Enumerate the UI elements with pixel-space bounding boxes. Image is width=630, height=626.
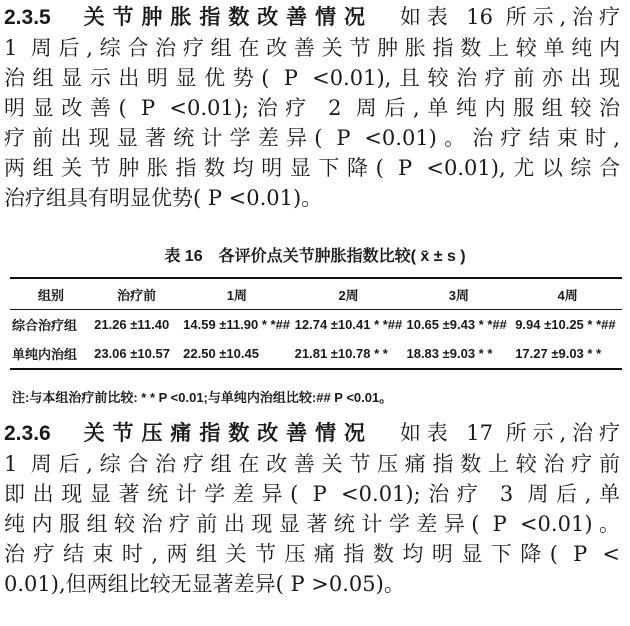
paragraph-line: 1 周后,综合治疗组在改善关节压痛指数上较治疗前 — [4, 452, 620, 476]
section-2-3-6 — [4, 418, 620, 599]
paragraph-line: 治组显示出明显优势( P <0.01),且较治疗前亦出现 — [4, 66, 620, 90]
paragraph-line: 0.01),但两组比较无显著差异( P >0.05)。 — [4, 572, 405, 596]
section-title: 关节压痛指数改善情况 — [83, 420, 373, 445]
table-cell: 综合治疗组 — [12, 318, 78, 333]
table-cell: 23.06 ±10.57 — [94, 346, 170, 361]
column-header: 治疗前 — [117, 287, 157, 303]
paragraph-line: 1 周后,综合治疗组在改善关节肿胀指数上较单纯内 — [4, 36, 620, 60]
table-caption: 表 16 各评价点关节肿胀指数比较( x̄ ± s ) — [164, 248, 466, 265]
column-header: 4周 — [557, 287, 578, 303]
section-number: 2.3.6 — [4, 422, 51, 445]
table-cell: 21.26 ±11.40 — [94, 317, 170, 332]
table-cell: 12.74 ±10.41 * *## — [294, 317, 403, 332]
paragraph-line: 治疗结束时,两组关节压痛指数均明显下降( P < — [4, 542, 620, 566]
column-header: 组别 — [38, 287, 65, 303]
table-header-row — [10, 278, 622, 310]
section-heading-line — [4, 2, 620, 33]
column-header: 3周 — [448, 287, 469, 303]
paragraph-text: 如表 16 所示,治疗 — [399, 5, 621, 29]
table-cell: 22.50 ±10.45 — [183, 346, 259, 361]
table-cell: 21.81 ±10.78 * * — [294, 346, 388, 361]
data-table — [10, 277, 622, 370]
column-header: 1周 — [226, 287, 248, 303]
table-cell: 单纯内治组 — [12, 347, 78, 362]
paragraph-line: 即出现显著统计学差异( P <0.01);治疗 3 周后,单 — [4, 482, 620, 506]
paragraph-line: 治疗组具有明显优势( P <0.01)。 — [4, 186, 323, 210]
paragraph-text: 如表 17 所示,治疗 — [399, 421, 621, 445]
table-cell: 17.27 ±9.03 * * — [515, 346, 602, 361]
table-row — [10, 339, 622, 369]
table-cell: 18.83 ±9.03 * * — [406, 346, 493, 361]
paragraph-line: 疗前出现显著统计学差异( P <0.01)。治疗结束时, — [4, 126, 620, 150]
table-note: 注:与本组治疗前比较: * * P <0.01;与单纯内治组比较:## P <0.01。 — [12, 390, 393, 405]
paragraph-line: 明显改善( P <0.01);治疗 2 周后,单纯内服组较治 — [4, 96, 620, 120]
table-cell: 10.65 ±9.43 * *## — [406, 317, 507, 332]
column-header: 2周 — [338, 287, 359, 303]
paragraph-line: 两组关节肿胀指数均明显下降( P <0.01),尤以综合 — [4, 156, 620, 180]
table-cell: 14.59 ±11.90 * *## — [183, 317, 291, 332]
section-number: 2.3.5 — [4, 6, 51, 29]
paragraph-line: 纯内服组较治疗前出现显著统计学差异( P <0.01)。 — [4, 512, 620, 536]
section-title: 关节肿胀指数改善情况 — [83, 4, 373, 29]
table-row — [10, 310, 622, 340]
section-heading-line — [4, 418, 620, 449]
table-cell: 9.94 ±10.25 * *## — [515, 317, 616, 332]
section-2-3-5 — [4, 2, 620, 213]
